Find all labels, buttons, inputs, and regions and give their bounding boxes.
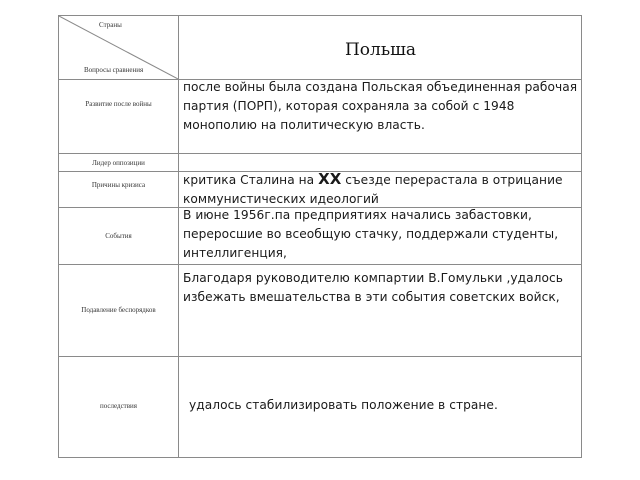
- row-divider: [59, 356, 581, 357]
- row-divider: [59, 264, 581, 265]
- comparison-table: [58, 15, 582, 458]
- row-value-crisis-causes: [183, 170, 579, 209]
- questions-header-label: Вопросы сравнения: [84, 66, 144, 74]
- row-divider: [59, 153, 581, 154]
- row-label-consequences: последствия: [99, 402, 138, 410]
- row-label-crisis-causes: Причины кризиса: [91, 181, 146, 189]
- row-value-development: после войны была создана Польская объединенная рабочая партия (ПОРП), которая сохраняла за собой с 1948 монополию на политическую власть.: [183, 80, 578, 132]
- crisis-text-after: съезде перерастала в отрицание коммунистических идеологий: [183, 173, 563, 206]
- crisis-text-emphasis: XX: [318, 170, 342, 188]
- crisis-text-before: критика Сталина на: [183, 173, 319, 187]
- country-title: Польша: [344, 39, 417, 60]
- row-label-opposition-leader: Лидер оппозиции: [92, 159, 145, 167]
- row-value-suppression: Благодаря руководителю компартии В.Гомульки ,удалось избежать вмешательства в эти события советских войск,: [183, 271, 563, 304]
- countries-header-label: Страны: [99, 21, 122, 29]
- row-label-development: Развитие после войны: [85, 100, 152, 108]
- column-divider: [178, 16, 179, 457]
- row-value-consequences: удалось стабилизировать положение в стране.: [189, 398, 498, 412]
- row-value-events: В июне 1956г.па предприятиях начались забастовки, переросшие во всеобщую стачку, поддержали студенты, интеллигенция,: [183, 208, 559, 260]
- row-label-suppression: Подавление беспорядков: [81, 306, 156, 314]
- row-label-events: События: [105, 232, 132, 240]
